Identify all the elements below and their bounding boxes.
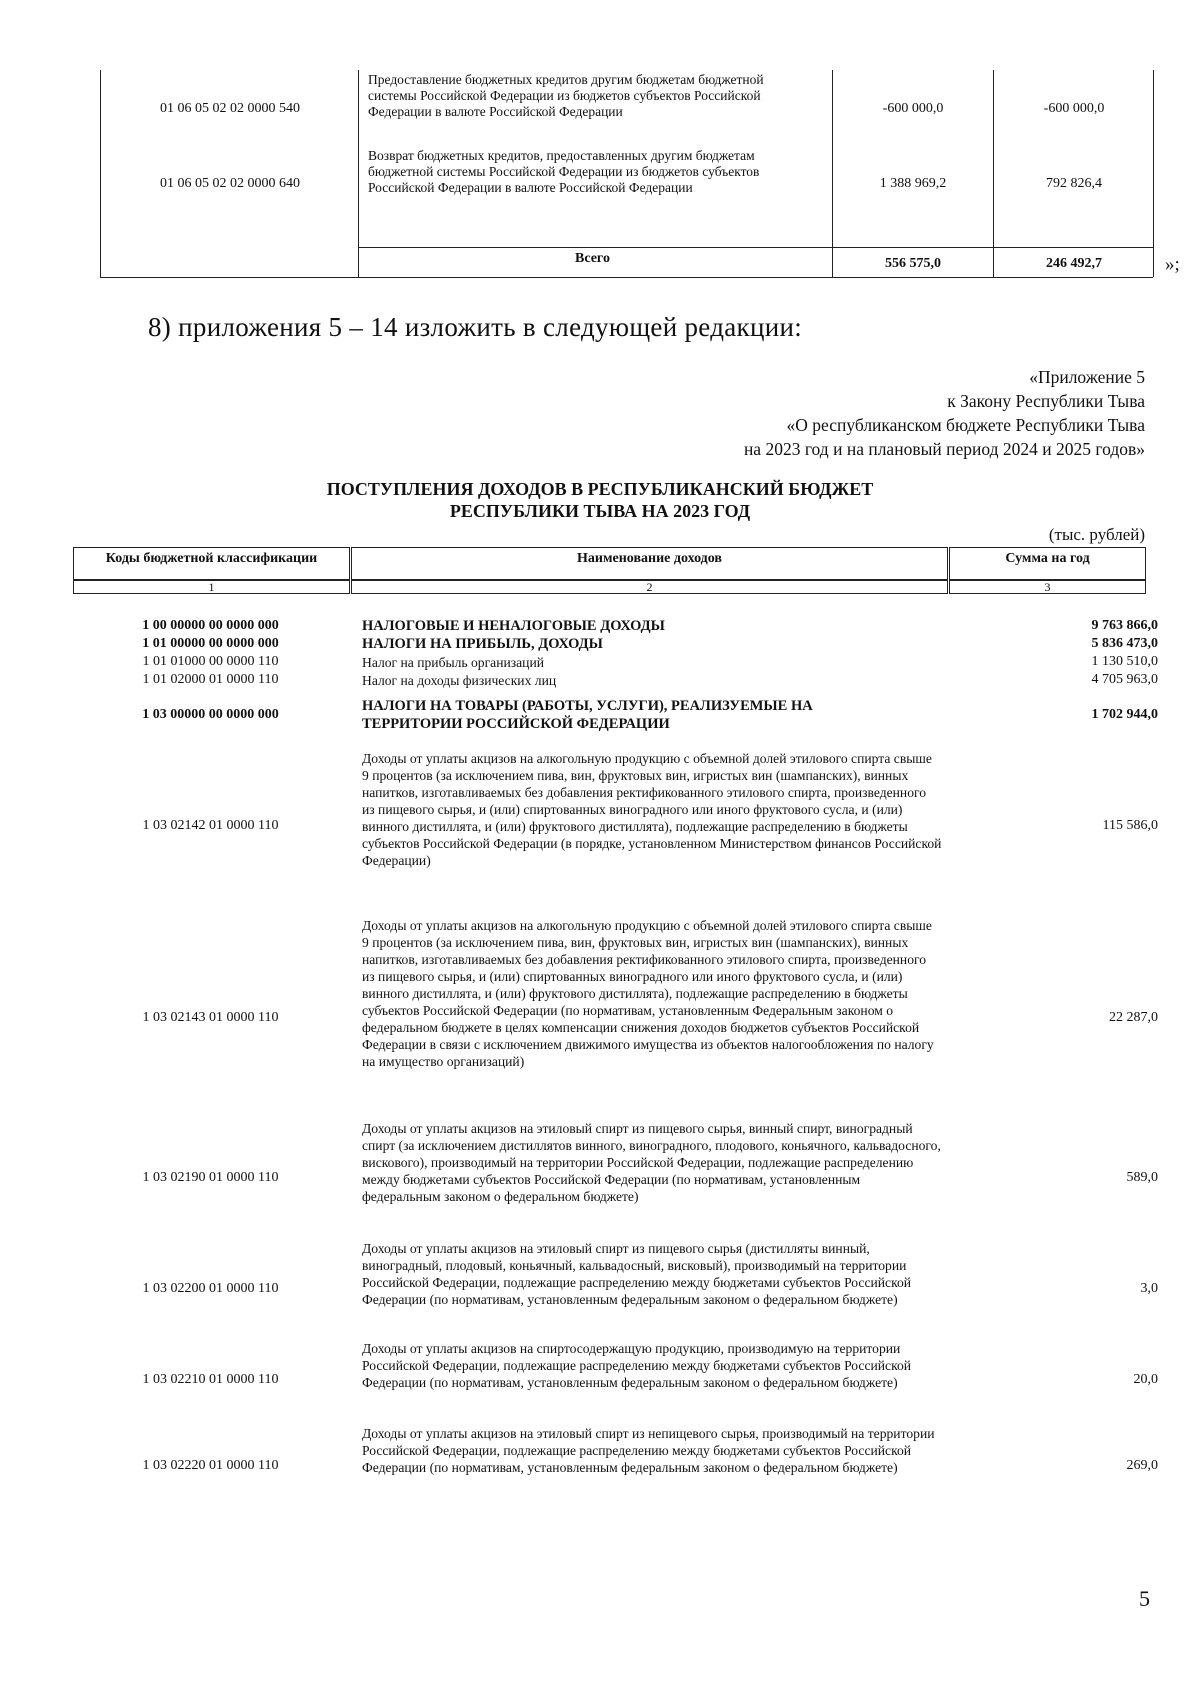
appendix-line: на 2023 год и на плановый период 2024 и 2025 годов» [743, 439, 1145, 459]
column-header: Наименование доходов [351, 547, 948, 580]
total-value: 556 575,0 [885, 256, 941, 271]
income-name: Доходы от уплаты акцизов на алкогольную продукцию с объемной долей этилового спирта свыше 9 процентов (за исключением пива, вин, фруктовых вин, игристых вин (шампанских), винных напитков, изготавливаемых без добавления ректификованного этилового спирта, произведенного из пищевого сырья, и (или) спиртованных виноградного или иного фруктового сусла, и (или) винного дистиллята, и (или) фруктового дистиллята), подлежащие распределению в бюджеты субъектов Российской Федерации (по нормативам, установленным Федеральным законом о федеральном бюджете в целях компенсации снижения доходов бюджетов субъектов Российской Федерации в связи с исключением движимого имущества из объектов налогообложения по налогу на имущество организаций) [362, 918, 934, 1069]
amount-value: -600 000,0 [882, 101, 944, 116]
table-border [358, 247, 1153, 248]
income-name: Налог на доходы физических лиц [362, 673, 557, 688]
budget-code: 1 03 02220 01 0000 110 [142, 1458, 279, 1473]
column-header: Сумма на год [949, 547, 1146, 580]
budget-code: 1 03 02210 01 0000 110 [142, 1372, 279, 1387]
amendment-line: 8) приложения 5 – 14 изложить в следующей редакции: [148, 312, 803, 342]
budget-code: 1 03 00000 00 0000 000 [142, 707, 279, 722]
amount-value: 22 287,0 [1109, 1010, 1158, 1025]
amount-value: 1 388 969,2 [879, 176, 947, 191]
income-name: Доходы от уплаты акцизов на этиловый спирт из пищевого сырья (дистилляты винный, виноградный, плодовый, коньячный, кальвадосный, висковый), производимый на территории Российской Федерации, подлежащие распределению между бюджетами субъектов Российской Федерации (по нормативам, установленным федеральным законом о федеральном бюджете) [362, 1241, 912, 1307]
budget-code: 1 03 02143 01 0000 110 [142, 1010, 279, 1025]
budget-code: 1 03 02142 01 0000 110 [142, 818, 279, 833]
column-header: Коды бюджетной классификации [73, 547, 350, 580]
table-title: ПОСТУПЛЕНИЯ ДОХОДОВ В РЕСПУБЛИКАНСКИЙ БЮДЖЕТ [326, 479, 874, 499]
amount-value: 1 130 510,0 [1091, 654, 1158, 669]
amount-value: 9 763 866,0 [1091, 618, 1158, 633]
amount-value: 20,0 [1133, 1372, 1158, 1387]
income-name: Доходы от уплаты акцизов на алкогольную продукцию с объемной долей этилового спирта свыше 9 процентов (за исключением пива, вин, фруктовых вин, игристых вин (шампанских), винных напитков, изготавливаемых без добавления ректификованного этилового спирта, произведенного из пищевого сырья, и (или) спиртованных виноградного или иного фруктового сусла, и (или) винного дистиллята, и (или) фруктового дистиллята), подлежащие распределению в бюджеты субъектов Российской Федерации (в порядке, установленном Министерством финансов Российской Федерации) [362, 751, 942, 868]
units-label: (тыс. рублей) [1048, 525, 1145, 544]
amount-value: 1 702 944,0 [1091, 707, 1158, 722]
income-name: Предоставление бюджетных кредитов другим бюджетам бюджетной системы Российской Федерации из бюджетов субъектов Российской Федерации в валюте Российской Федерации [368, 72, 764, 119]
closing-quote: »; [1165, 254, 1180, 275]
column-number: 3 [949, 580, 1146, 594]
budget-code: 1 01 02000 01 0000 110 [142, 672, 279, 687]
total-value: 246 492,7 [1046, 256, 1102, 271]
total-label: Всего [575, 251, 610, 266]
amount-value: -600 000,0 [1043, 101, 1105, 116]
budget-code: 01 06 05 02 02 0000 540 [160, 101, 300, 116]
amount-value: 115 586,0 [1102, 818, 1158, 833]
appendix-line: «Приложение 5 [1029, 367, 1145, 387]
income-name: НАЛОГИ НА ТОВАРЫ (РАБОТЫ, УСЛУГИ), РЕАЛИЗУЕМЫЕ НА ТЕРРИТОРИИ РОССИЙСКОЙ ФЕДЕРАЦИИ [362, 698, 813, 732]
income-name: Возврат бюджетных кредитов, предоставленных другим бюджетам бюджетной системы Российской Федерации из бюджетов субъектов Российской Федерации в валюте Российской Федерации [368, 148, 760, 195]
amount-value: 3,0 [1140, 1281, 1158, 1296]
budget-code: 1 03 02200 01 0000 110 [142, 1281, 279, 1296]
amount-value: 269,0 [1126, 1458, 1158, 1473]
amount-value: 4 705 963,0 [1091, 672, 1158, 687]
page-number: 5 [1139, 1586, 1150, 1611]
table-title: РЕСПУБЛИКИ ТЫВА НА 2023 ГОД [449, 501, 751, 521]
amount-value: 792 826,4 [1046, 176, 1102, 191]
column-number: 1 [73, 580, 350, 594]
appendix-line: к Закону Республики Тыва [947, 391, 1145, 411]
column-number: 2 [351, 580, 948, 594]
income-name: Доходы от уплаты акцизов на этиловый спирт из непищевого сырья, производимый на территории Российской Федерации, подлежащие распределению между бюджетами субъектов Российской Федерации (по нормативам, установленным федеральным законом о федеральном бюджете) [362, 1426, 935, 1475]
amount-value: 589,0 [1126, 1170, 1158, 1185]
table-border [100, 277, 1153, 278]
income-name: Налог на прибыль организаций [362, 655, 544, 670]
income-name: Доходы от уплаты акцизов на спиртосодержащую продукцию, производимую на территории Российской Федерации, подлежащие распределению между бюджетами субъектов Российской Федерации (по нормативам, установленным федеральным законом о федеральном бюджете) [362, 1341, 912, 1390]
amount-value: 5 836 473,0 [1091, 636, 1158, 651]
income-name: Доходы от уплаты акцизов на этиловый спирт из пищевого сырья, винный спирт, виноградный спирт (за исключением дистиллятов винного, виноградного, плодового, коньячного, кальвадосного, вискового), производимый на территории Российской Федерации, подлежащие распределению между бюджетами субъектов Российской Федерации (по нормативам, установленным федеральным законом о федеральном бюджете) [362, 1121, 941, 1204]
budget-code: 1 03 02190 01 0000 110 [142, 1170, 279, 1185]
budget-code: 1 01 01000 00 0000 110 [142, 654, 279, 669]
income-name: НАЛОГОВЫЕ И НЕНАЛОГОВЫЕ ДОХОДЫ [362, 618, 665, 634]
budget-code: 1 00 00000 00 0000 000 [142, 618, 279, 633]
income-name: НАЛОГИ НА ПРИБЫЛЬ, ДОХОДЫ [362, 636, 603, 652]
budget-code: 1 01 00000 00 0000 000 [142, 636, 279, 651]
appendix-line: «О республиканском бюджете Республики Тыва [786, 415, 1145, 435]
budget-code: 01 06 05 02 02 0000 640 [160, 176, 300, 191]
